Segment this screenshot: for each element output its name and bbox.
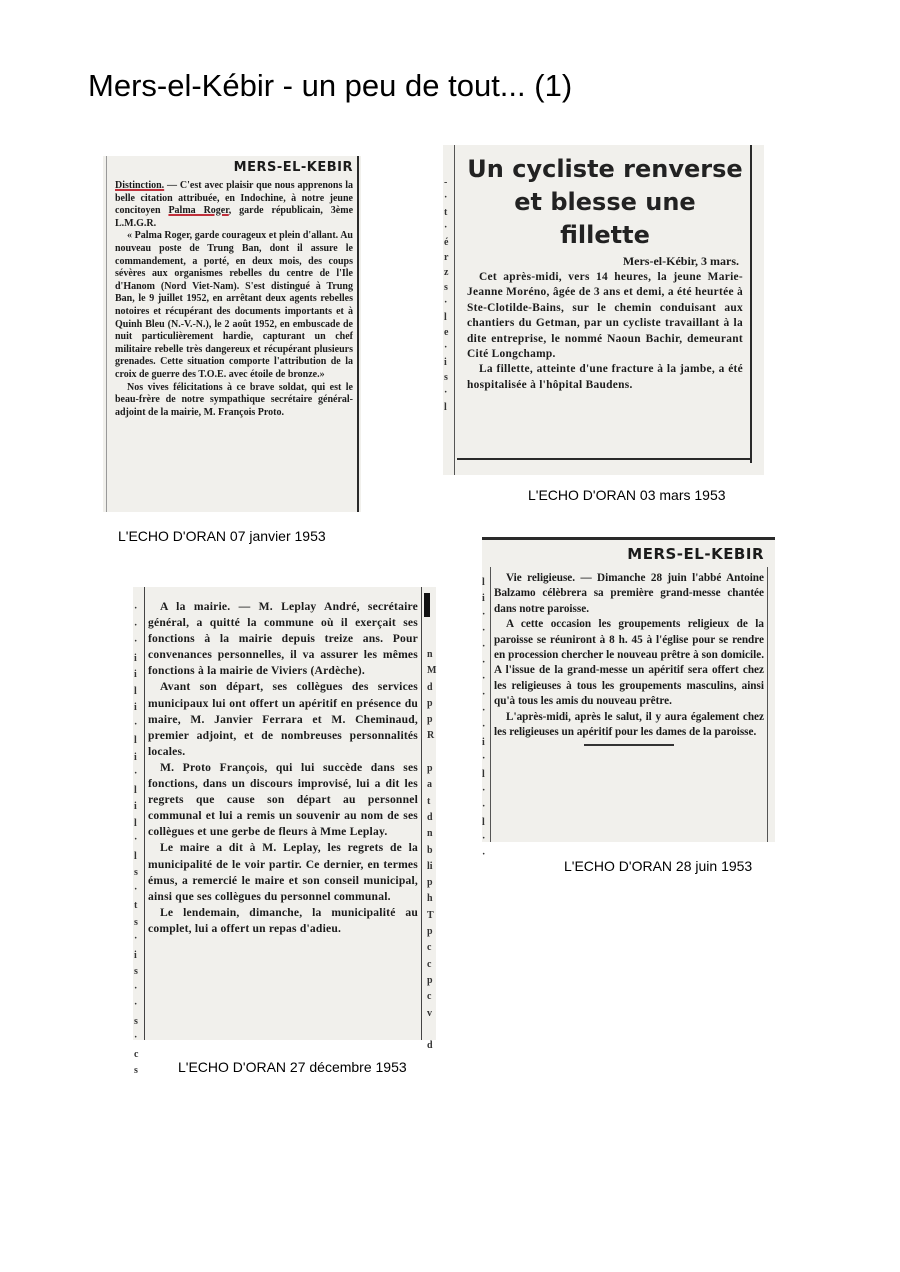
article-lead: Distinction. bbox=[115, 180, 165, 191]
article-paragraph: « Palma Roger, garde courageux et plein d'allant. Au nouveau poste de Trung Ban, dont il assure le commandement, a porté, en deux mois, des coups sévères aux organismes rebelles du centre de l'Ile d'Hanom (Nord Viet-Nam). S'est distingué à Trung Ban, le 9 juillet 1952, en arrêtant deux agents rebelles notoires et récupérant des documents importants et à Quinh Bleu (N.-V.-N.), le 2 août 1952, en embuscade de nuit particulièrement hardie, capturant un chef militaire rebelle très dangereux et récupérant plusieurs grenades. Cette situation comporte l'attribution de la croix de guerre des T.O.E. avec étoile de bronze.» bbox=[115, 230, 353, 380]
clipping-vie-religieuse bbox=[482, 537, 775, 860]
dateline: Mers-el-Kébir, 3 mars. bbox=[622, 254, 739, 268]
page-title: Mers-el-Kébir - un peu de tout... (1) bbox=[88, 68, 573, 103]
ornament-divider bbox=[584, 744, 674, 746]
clipping-caption: L'ECHO D'ORAN 07 janvier 1953 bbox=[118, 528, 326, 544]
clipping-heading: MERS-EL-KEBIR bbox=[627, 545, 764, 563]
article-paragraph: Le maire a dit à M. Leplay, les regrets de la municipalité de le voir partir. Ce dernier, en termes émus, a remercié le maire et son conseil municipal, ainsi que ses collègues du personnel communal. bbox=[148, 841, 418, 903]
article-paragraph: La fillette, atteinte d'une fracture à la jambe, a été hospitalisée à l'hôpital Baudens. bbox=[467, 363, 743, 391]
article-paragraph: Cet après-midi, vers 14 heures, la jeune Marie-Jeanne Moréno, âgée de 3 ans et demi, a été heurtée à Ste-Clotilde-Bains, sur le chemin conduisant aux chantiers du Getman, par un cycliste travaillant à la dite entreprise, le nommé Naoun Bachir, demeurant Cité Longchamp. bbox=[467, 271, 743, 361]
clipping-distinction bbox=[103, 156, 361, 512]
clipping-heading: MERS-EL-KEBIR bbox=[233, 160, 353, 175]
article-paragraph: L'après-midi, après le salut, il y aura également chez les religieuses un apéritif pour les dames de la paroisse. bbox=[494, 710, 764, 739]
article-paragraph: Vie religieuse. — Dimanche 28 juin l'abbé Antoine Balzamo célèbrera sa première grand-messe chantée dans notre paroisse. bbox=[494, 572, 764, 615]
article-text: , garde républicain, 3ème L.M.G.R. bbox=[115, 205, 354, 229]
article-paragraph: Avant son départ, ses collègues des services municipaux lui ont offert un apéritif en présence du maire, M. Janvier Ferrara et M. Cheminaud, premier adjoint, et de nombreuses personnalités locales. bbox=[148, 680, 418, 758]
headline: Un cycliste renverse et blesse une fillette bbox=[467, 155, 743, 249]
margin-fragments: l i · · · · · · · · i · l · · l · · bbox=[482, 577, 486, 860]
article-text: — C'est avec plaisir que nous apprenons la belle citation attribuée, en Indochine, à notre jeune concitoyen bbox=[115, 180, 353, 217]
highlighted-name: Palma Roger bbox=[168, 205, 229, 217]
margin-fragments: · · · i i l i · l i · l i l · l s · t s · i s · · s · c s bbox=[134, 603, 139, 1076]
article-paragraph: Le lendemain, dimanche, la municipalité au complet, lui a offert un repas d'adieu. bbox=[148, 905, 418, 935]
clipping-caption: L'ECHO D'ORAN 03 mars 1953 bbox=[528, 487, 726, 503]
margin-fragments: - · t · é r z s · l e · i s · l bbox=[444, 177, 449, 413]
clipping-caption: L'ECHO D'ORAN 27 décembre 1953 bbox=[178, 1059, 407, 1075]
clipping-caption: L'ECHO D'ORAN 28 juin 1953 bbox=[564, 858, 753, 874]
article-paragraph: M. Proto François, qui lui succède dans ses fonctions, dans un discours improvisé, lui a dit les regrets que cause son départ au personnel communal et lui a remis un souvenir au nom de ses collègues et une gerbe de fleurs à Mme Leplay. bbox=[148, 760, 418, 839]
article-paragraph: A la mairie. — M. Leplay André, secrétaire général, a quitté la commune où il exerçait ses fonctions à la mairie depuis treize ans. Pour convenances personnelles, il va assurer les mêmes fonctions à la mairie de Viviers (Ardèche). bbox=[148, 600, 418, 678]
clipping-cycliste bbox=[443, 145, 764, 475]
margin-fragments: n M d p p R p a t d n b li p h T p c c p c v d bbox=[427, 649, 437, 1052]
article-paragraph: Nos vives félicitations à ce brave soldat, qui est le beau-frère de notre sympathique secrétaire général-adjoint de la mairie, M. François Proto. bbox=[115, 381, 353, 418]
article-paragraph: A cette occasion les groupements religieux de la paroisse se réuniront à 8 h. 45 à l'église pour se rendre en procession chercher le nouveau prêtre à son domicile. A l'issue de la grand-messe un apéritif sera offert chez les religieuses à tous les groupements masculins, ainsi qu'à tous les amis du nouveau prêtre. bbox=[494, 618, 764, 708]
